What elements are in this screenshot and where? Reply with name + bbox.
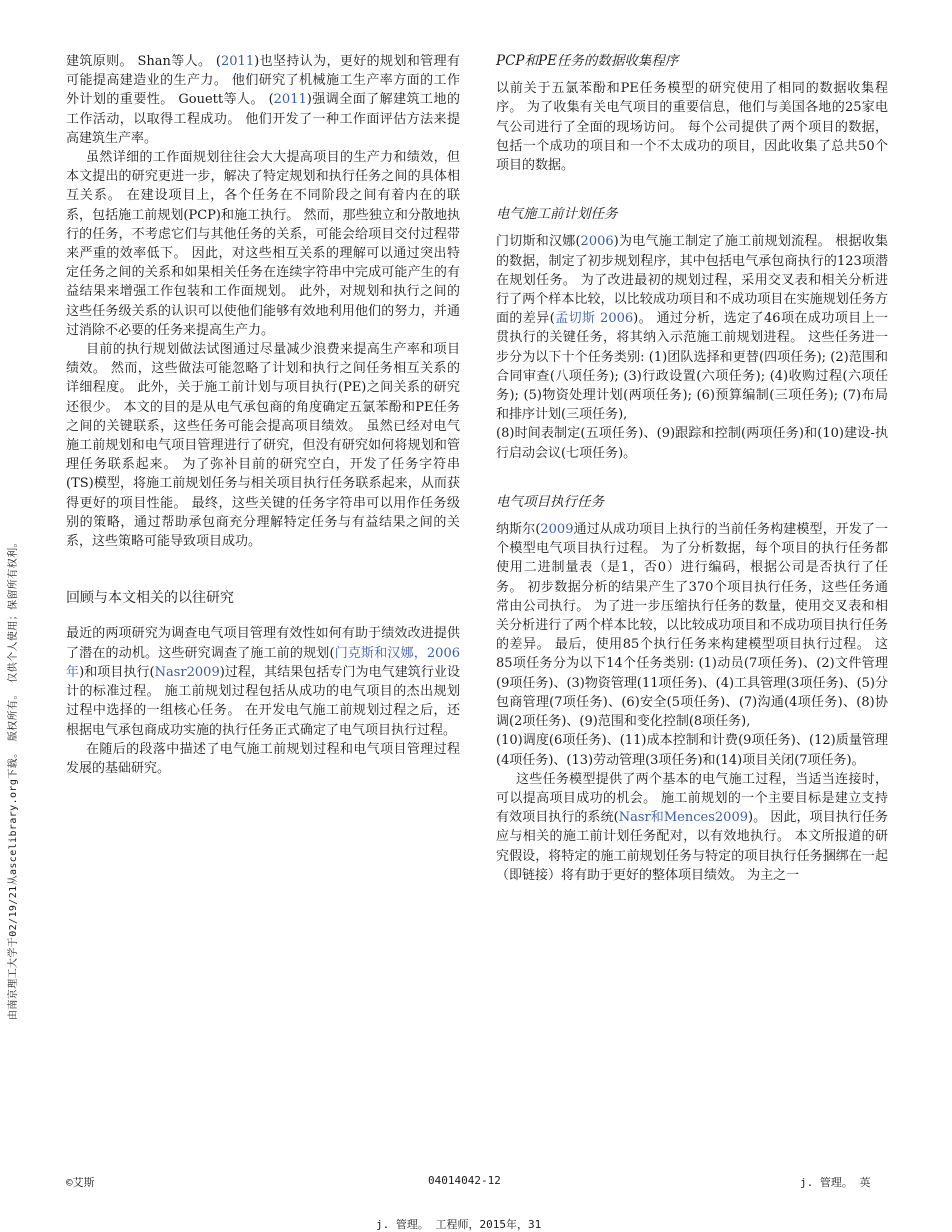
section-heading: 回顾与本文相关的以往研究: [66, 590, 234, 607]
paragraph: 最近的两项研究为调查电气项目管理有效性如何有助于绩效改进提供了潜在的动机。这些研究调查了施工前的规划(门克斯和汉娜，2006年)和项目执行(Nasr2009)过程，其结果包括专门为电气建筑行业设计的标准过程。 施工前规划过程包括从成功的电气项目的杰出规划过程中选择的一组核心任务。 在开发电气施工前规划过程之后，还根据电气承包商成功实施的执行任务正式确定了电气项目执行过程。: [66, 626, 460, 738]
paragraph: 门切斯和汉娜(2006)为电气施工制定了施工前规划流程。 根据收集的数据，制定了初步规划程序，其中包括电气承包商执行的123项潜在规划任务。 为了改进最初的规划过程，采用交叉表和相关分析进行了两个样本比较，以比较成功项目和不成功项目在实施规划任务方面的差异(孟切斯 2006)。 通过分析，选定了46项在成功项目上一贯执行的关键任务，将其纳入示范施工前规划进程。 这些任务进一步分为以下十个任务类别: (1)团队选择和更替(四项任务); (2)范围和合同审查(八项任务); (3)行政设置(六项任务); (4)收购过程(六项任务); (5)物资处理计划(两项任务); (6)预算编制(三项任务); (7)布局和排序计划(三项任务),: [496, 234, 888, 423]
paragraph: 目前的执行规划做法试图通过尽量减少浪费来提高生产率和项目绩效。 然而，这些做法可能忽略了计划和执行之间任务相互关系的详细程度。 此外，关于施工前计划与项目执行(PE)之间关系的研究还很少。 本文的目的是从电气承包商的角度确定五氯苯酚和PE任务之间的关键联系，这些任务可能会提高项目绩效。 虽然已经对电气施工前规划和电气项目管理进行了研究，但没有研究如何将规划和管理任务联系起来。 为了弥补目前的研究空白，开发了任务字符串(TS)模型，将施工前规划任务与相关项目执行任务联系起来，从而获得更好的项目性能。 最终，这些关键的任务字符串可以用作任务级别的策略，通过帮助承包商充分理解特定任务与有益结果之间的关系，这些策略可能导致项目成功。: [66, 342, 460, 550]
journal-citation-line: j. 管理。 工程师，2015年，31: [376, 1218, 542, 1231]
footer-journal: j. 管理。 英: [800, 1176, 871, 1189]
subsection-heading: 电气施工前计划任务: [496, 206, 618, 223]
download-notice: 由南京理工大学于02/19/21从ascelibrary.org下载。 版权所有。 仅供个人使用；保留所有权利。: [8, 537, 19, 1020]
citation-link[interactable]: 2009: [540, 522, 574, 538]
subsection-heading: PCP和PE任务的数据收集程序: [496, 53, 679, 69]
citation-link[interactable]: 门克斯和汉娜，2006年: [66, 645, 460, 680]
citation-link[interactable]: Nasr和Mences2009: [618, 810, 748, 826]
paragraph: (8)时间表制定(五项任务)、(9)跟踪和控制(两项任务)和(10)建设-执行启动会议(七项任务)。: [496, 426, 888, 461]
subsection-heading: 电气项目执行任务: [496, 493, 604, 510]
paragraph: 纳斯尔(2009通过从成功项目上执行的当前任务构建模型，开发了一个模型电气项目执行过程。 为了分析数据，每个项目的执行任务都使用二进制量表（是1，否0）进行编码，根据公司是否执行了任务。 初步数据分析的结果产生了370个项目执行任务，这些任务通常由公司执行。 为了进一步压缩执行任务的数量，使用交叉表和相关分析进行了两个样本比较，以比较成功项目和不成功项目执行任务的差异。 最后，使用85个执行任务来构建模型项目执行过程。 这85项任务分为以下14个任务类别: (1)动员(7项任务)、(2)文件管理(9项任务)、(3)物资管理(11项任务)、(4)工具管理(3项任务)、(5)分包商管理(7项任务)、(6)安全(5项任务)、(7)沟通(4项任务)、(8)协调(2项任务)、(9)范围和变化控制(8项任务),: [496, 522, 888, 730]
paragraph: 这些任务模型提供了两个基本的电气施工过程，当适当连接时，可以提高项目成功的机会。 施工前规划的一个主要目标是建立支持有效项目执行的系统(Nasr和Mences2009)。 因此，项目执行任务应与相关的施工前计划任务配对，以有效地执行。 本文所报道的研究假设，将特定的施工前规划任务与特定的项目执行任务捆绑在一起（即链接）将有助于更好的整体项目绩效。 为主之一: [496, 771, 888, 883]
paragraph: 虽然详细的工作面规划往往会大大提高项目的生产力和绩效，但本文提出的研究更进一步，解决了特定规划和执行任务之间的具体相互关系。 在建设项目上，各个任务在不同阶段之间有着内在的联系，包括施工前规划(PCP)和施工执行。 然而，那些独立和分散地执行的任务，不考虑它们与其他任务的关系，可能会给项目交付过程带来严重的效率低下。 因此，对这些相互关系的理解可以通过突出特定任务之间的关系和如果相关任务在连续字符串中完成可能产生的有益结果来增强工作包装和工作面规划。 此外，对规划和执行之间的这些任务级关系的认识可以使他们能够有效地利用他们的努力，并通过消除不必要的任务来提高生产力。: [66, 150, 460, 338]
right-column: [496, 52, 888, 885]
footer-page-id: 04014042-12: [428, 1174, 501, 1187]
left-column: [66, 52, 460, 778]
citation-link[interactable]: 2011: [273, 92, 307, 108]
paragraph: 建筑原则。 Shan等人。 (2011)也坚持认为，更好的规划和管理有可能提高建造业的生产力。 他们研究了机械施工生产率方面的工作外计划的重要性。 Gouett等人。 (2011)强调全面了解建筑工地的工作活动，以取得工程成功。 他们开发了一种工作面评估方法来提高建筑生产率。: [66, 54, 460, 146]
paragraph: 以前关于五氯苯酚和PE任务模型的研究使用了相同的数据收集程序。 为了收集有关电气项目的重要信息，他们与美国各地的25家电气公司进行了全面的现场访问。 每个公司提供了两个项目的数据，包括一个成功的项目和一个不太成功的项目，因此收集了总共50个项目的数据。: [496, 81, 888, 174]
citation-link[interactable]: 2011: [221, 54, 255, 69]
citation-link[interactable]: 孟切斯 2006: [554, 311, 634, 327]
footer-copyright: ©艾斯: [66, 1176, 95, 1189]
paragraph: 在随后的段落中描述了电气施工前规划过程和电气项目管理过程发展的基础研究。: [66, 741, 460, 776]
paragraph: (10)调度(6项任务)、(11)成本控制和计费(9项任务)、(12)质量管理(4项任务)、(13)劳动管理(3项任务)和(14)项目关闭(7项任务)。: [496, 733, 888, 768]
citation-link[interactable]: Nasr2009: [154, 664, 220, 680]
citation-link[interactable]: 2006: [580, 234, 614, 250]
